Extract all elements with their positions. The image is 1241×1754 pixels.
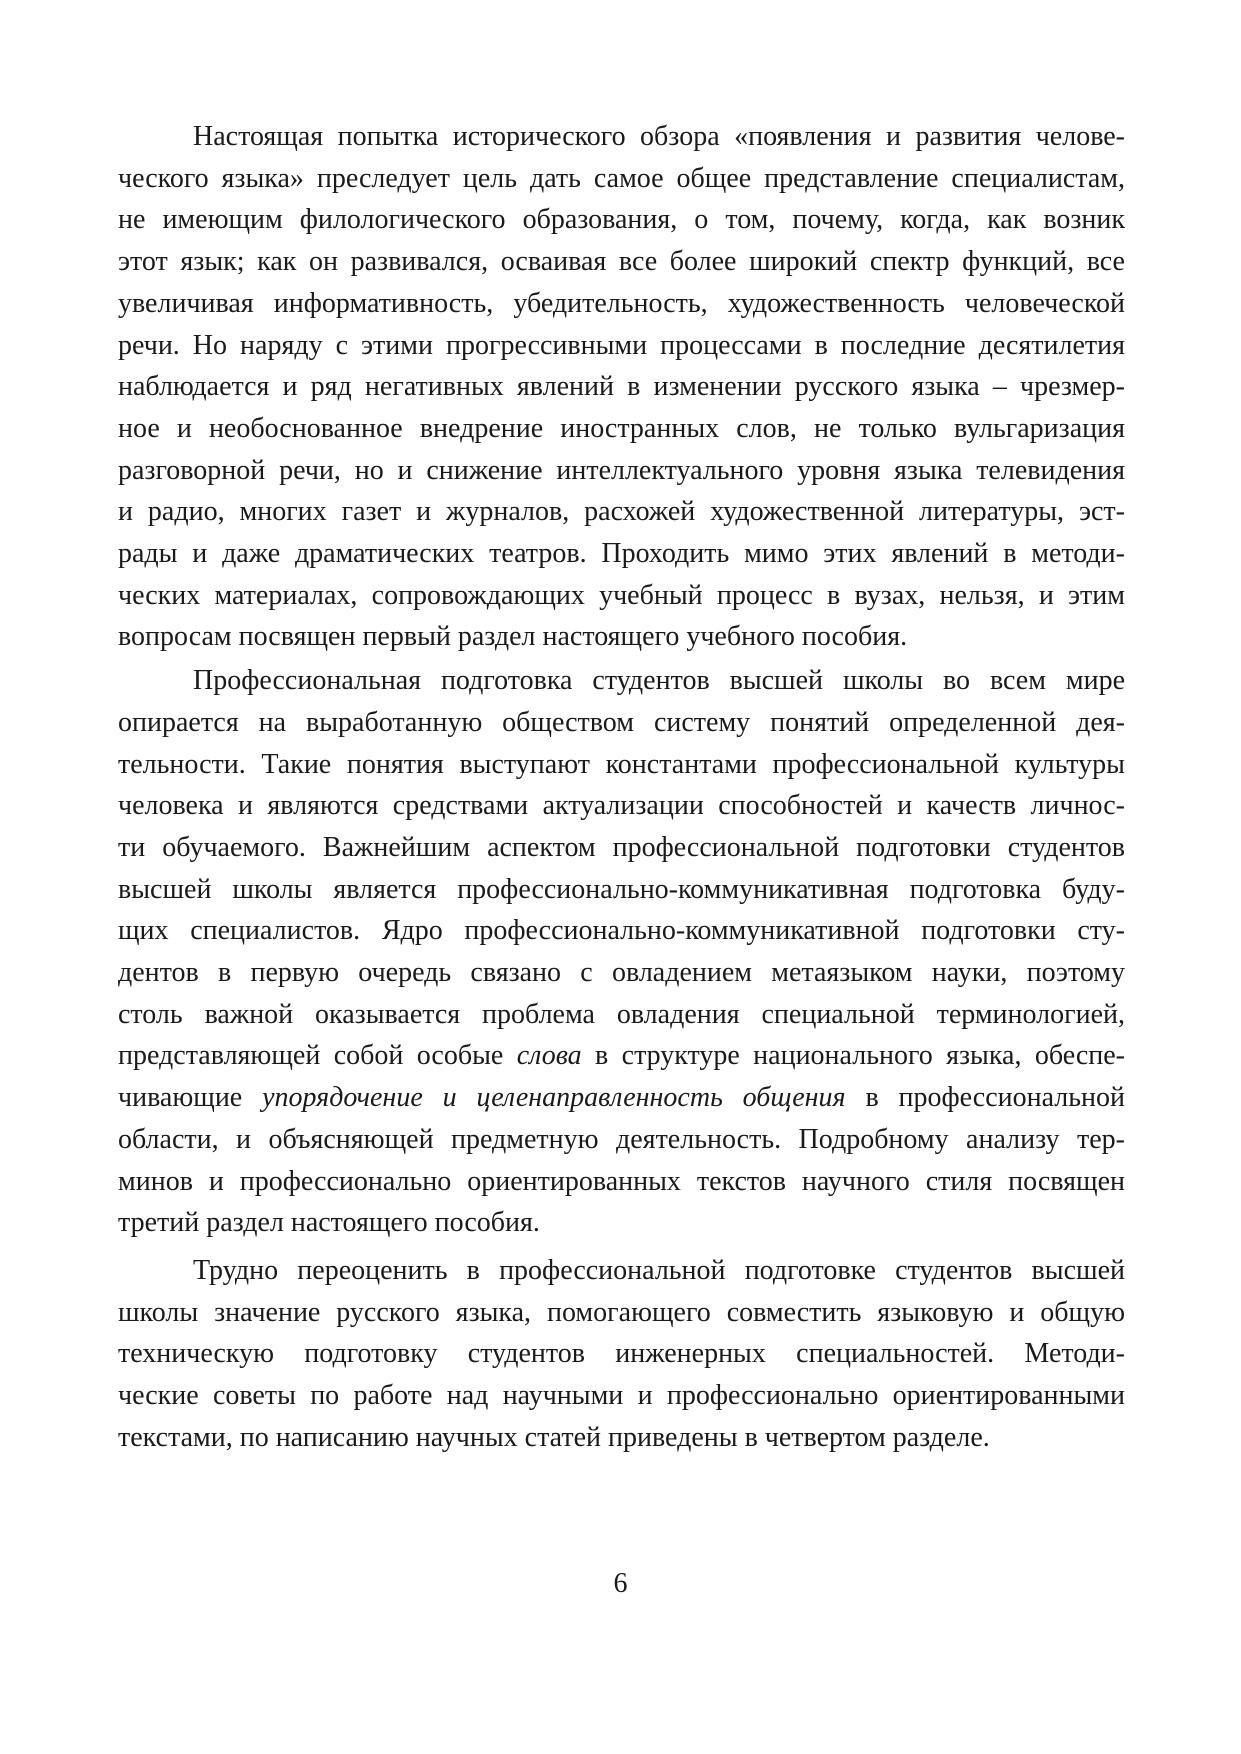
text-line-with-italic [118,1077,1125,1119]
text-run: представляющей собой особые [118,1040,517,1072]
text-line: наблюдается и ряд негативных явлений в изменении русского языка – чрезмер- [118,371,1125,403]
text-line: человека и являются средствами актуализации способностей и качеств личнос- [118,790,1125,822]
text-line: и радио, многих газет и журналов, расхожей художественной литературы, эст- [118,496,1125,528]
text-line: дентов в первую очередь связано с овладением метаязыком науки, поэтому [118,957,1125,989]
italic-term: слова [516,1040,582,1072]
text-line: столь важной оказывается проблема овладения специальной терминологией, [118,998,1125,1030]
text-line: ное и необоснованное внедрение иностранных слов, не только вульгаризация [118,412,1125,444]
text-line: этот язык; как он развивался, осваивая все более широкий спектр функций, все [118,246,1125,278]
paragraph-3 [118,1250,1125,1459]
text-line: третий раздел настоящего пособия. [118,1207,540,1239]
text-run: в структуре национального языка, обеспе- [581,1040,1126,1072]
text-line: Профессиональная подготовка студентов высшей школы во всем мире [193,665,1125,697]
italic-phrase: упорядочение и целенаправленность общения [262,1082,846,1114]
page-number: 6 [613,1568,628,1599]
text-line: текстами, по написанию научных статей приведены в четвертом разделе. [118,1421,990,1453]
text-line: рады и даже драматических театров. Проходить мимо этих явлений в методи- [118,538,1125,570]
text-line: щих специалистов. Ядро профессионально-коммуникативной подготовки сту- [118,915,1125,947]
text-run: чивающие [118,1082,263,1114]
text-run: в профессиональной [845,1082,1125,1114]
text-line: вопросам посвящен первый раздел настоящего учебного пособия. [118,621,908,653]
text-line: опирается на выработанную обществом систему понятий определенной дея- [118,706,1125,738]
text-line: Трудно переоценить в профессиональной подготовке студентов высшей [193,1254,1125,1286]
text-line: Настоящая попытка исторического обзора «появления и развития челове- [193,121,1125,152]
text-line: ческого языка» преследует цель дать самое общее представление специалистам, [118,162,1125,194]
text-line: высшей школы является профессионально-коммуникативная подготовка буду- [118,873,1125,905]
text-line: не имеющим филологического образования, о том, почему, когда, как возник [118,204,1125,236]
document-body [118,116,1125,1459]
text-line: увеличивая информативность, убедительность, художественность человеческой [118,287,1125,319]
text-line: техническую подготовку студентов инженерных специальностей. Методи- [118,1338,1125,1370]
paragraph-2 [118,660,1125,1244]
text-line: разговорной речи, но и снижение интеллектуального уровня языка телевидения [118,454,1125,486]
text-line: ческих материалах, сопровождающих учебный процесс в вузах, нельзя, и этим [118,579,1125,611]
text-line: ти обучаемого. Важнейшим аспектом профессиональной подготовки студентов [118,831,1125,863]
paragraph-1 [118,116,1125,658]
text-line: речи. Но наряду с этими прогрессивными процессами в последние десятилетия [118,329,1125,361]
text-line-with-italic [118,1035,1125,1077]
text-line: школы значение русского языка, помогающего совместить языковую и общую [118,1296,1125,1328]
text-line: минов и профессионально ориентированных текстов научного стиля посвящен [118,1165,1125,1197]
text-line: области, и объясняющей предметную деятельность. Подробному анализу тер- [118,1123,1125,1155]
text-line: ческие советы по работе над научными и профессионально ориентированными [118,1380,1125,1412]
text-line: тельности. Такие понятия выступают константами профессиональной культуры [118,748,1125,780]
